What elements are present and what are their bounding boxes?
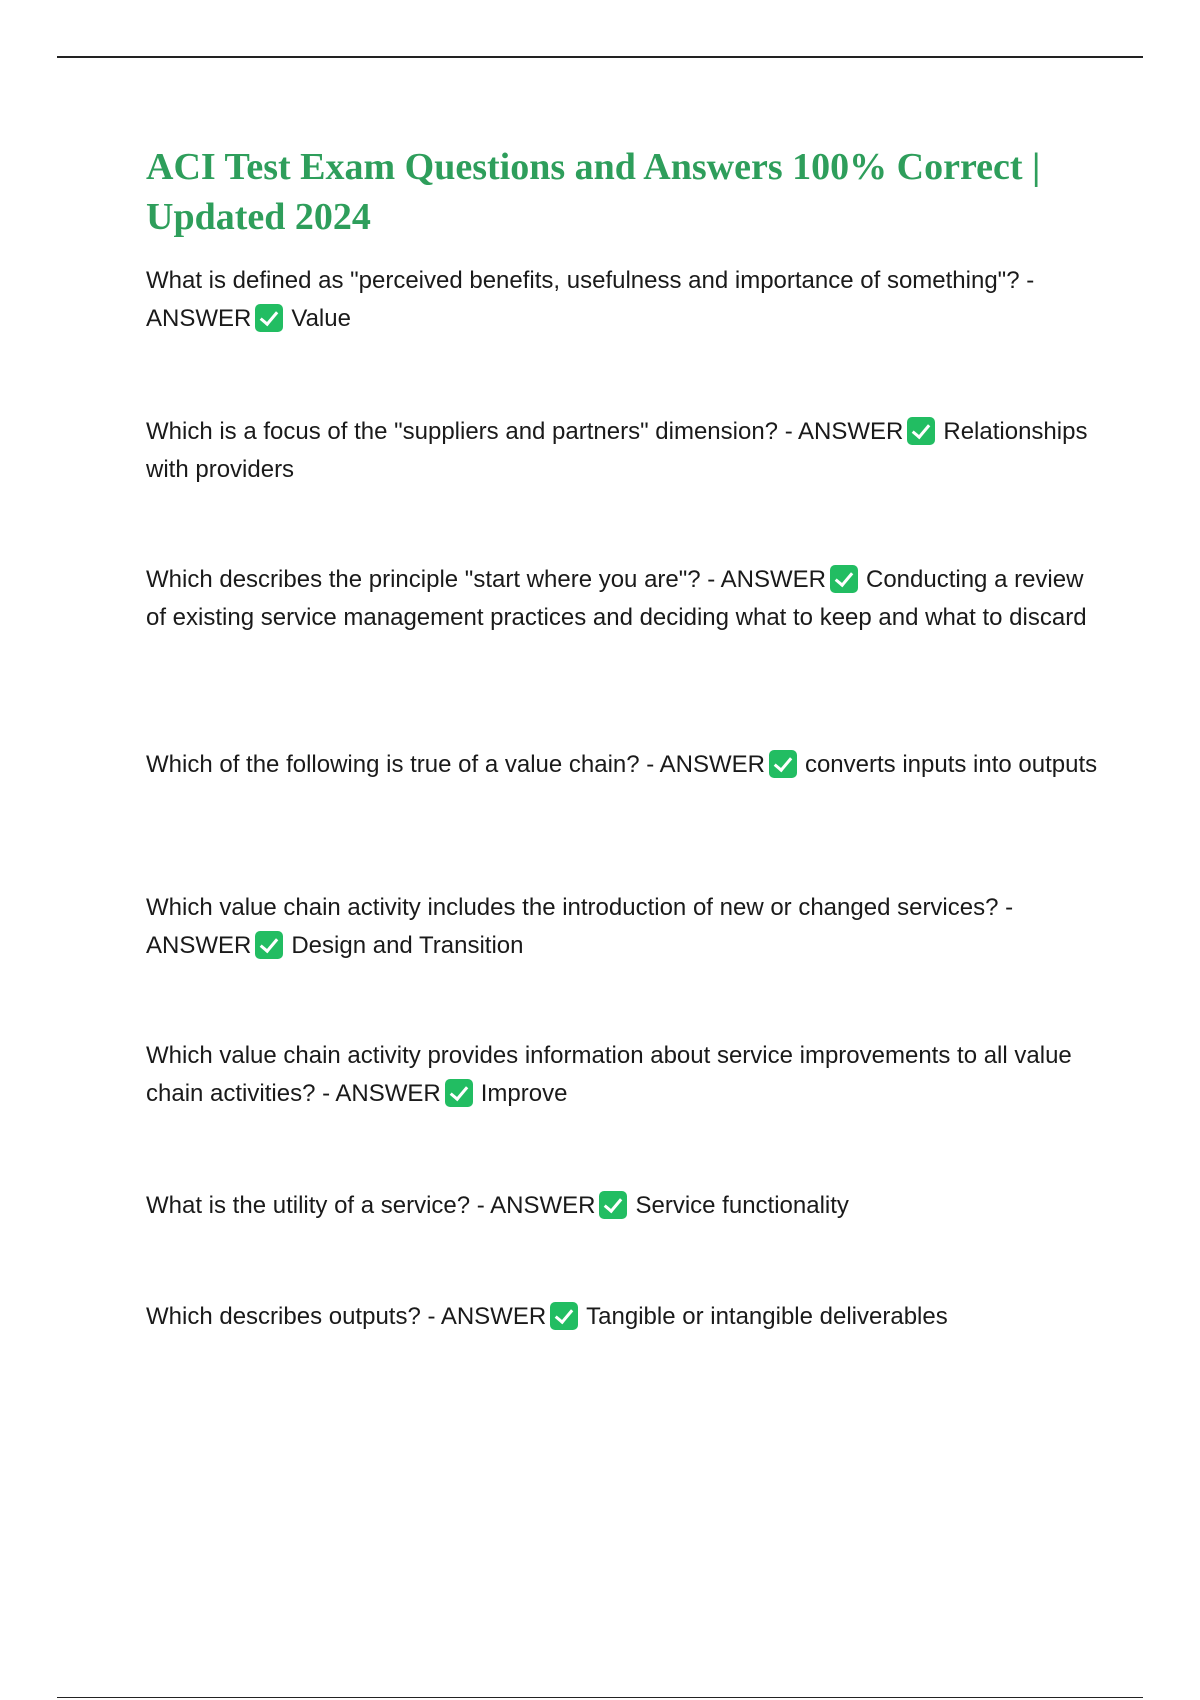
answer-text: Tangible or intangible deliverables [586, 1303, 948, 1330]
answer-text: Relationships with providers [146, 418, 1088, 483]
qa-item-6 [146, 1037, 1106, 1113]
answer-marker: ANSWER [335, 1080, 441, 1107]
question-text: Which describes outputs? - [146, 1303, 441, 1330]
question-text: Which of the following is true of a value chain? - [146, 751, 660, 778]
check-box-icon [830, 565, 858, 593]
qa-item-4 [146, 746, 1106, 784]
qa-item-5 [146, 889, 1106, 965]
answer-marker: ANSWER [659, 751, 765, 778]
answer-text: Value [291, 305, 351, 332]
answer-text: Improve [480, 1080, 568, 1107]
answer-text: Design and Transition [291, 932, 524, 959]
bottom-rule [57, 1697, 1143, 1698]
question-text: What is defined as "perceived benefits, usefulness and importance of something"? - [146, 267, 1035, 294]
qa-item-8 [146, 1298, 1106, 1336]
top-rule [57, 56, 1143, 58]
answer-text: Service functionality [635, 1192, 849, 1219]
qa-item-3 [146, 561, 1106, 637]
document-title: ACI Test Exam Questions and Answers 100% Correct | Updated 2024 [146, 146, 1041, 238]
question-text: Which describes the principle "start where you are"? - [146, 566, 721, 593]
answer-marker: ANSWER [146, 932, 252, 959]
answer-marker: ANSWER [490, 1192, 596, 1219]
check-box-icon [769, 750, 797, 778]
check-box-icon [445, 1079, 473, 1107]
answer-marker: ANSWER [146, 305, 252, 332]
answer-text: converts inputs into outputs [804, 751, 1098, 778]
answer-marker: ANSWER [440, 1303, 547, 1330]
qa-item-7 [146, 1187, 1106, 1225]
check-box-icon [907, 417, 935, 445]
check-box-icon [550, 1302, 578, 1330]
check-box-icon [255, 931, 283, 959]
answer-marker: ANSWER [798, 418, 904, 445]
answer-text: Conducting a review of existing service management practices and deciding what to keep and what to discard [146, 566, 1087, 631]
check-box-icon [599, 1191, 627, 1219]
qa-item-2 [146, 413, 1106, 489]
question-text: What is the utility of a service? - [146, 1192, 491, 1219]
question-text: Which is a focus of the "suppliers and partners" dimension? - [146, 418, 799, 445]
qa-item-1 [146, 262, 1106, 338]
answer-marker: ANSWER [720, 566, 826, 593]
check-box-icon [255, 304, 283, 332]
question-text: Which value chain activity provides information about service improvements to all value chain activities? - [146, 1042, 1072, 1107]
question-text: Which value chain activity includes the introduction of new or changed services? - [146, 894, 1014, 921]
